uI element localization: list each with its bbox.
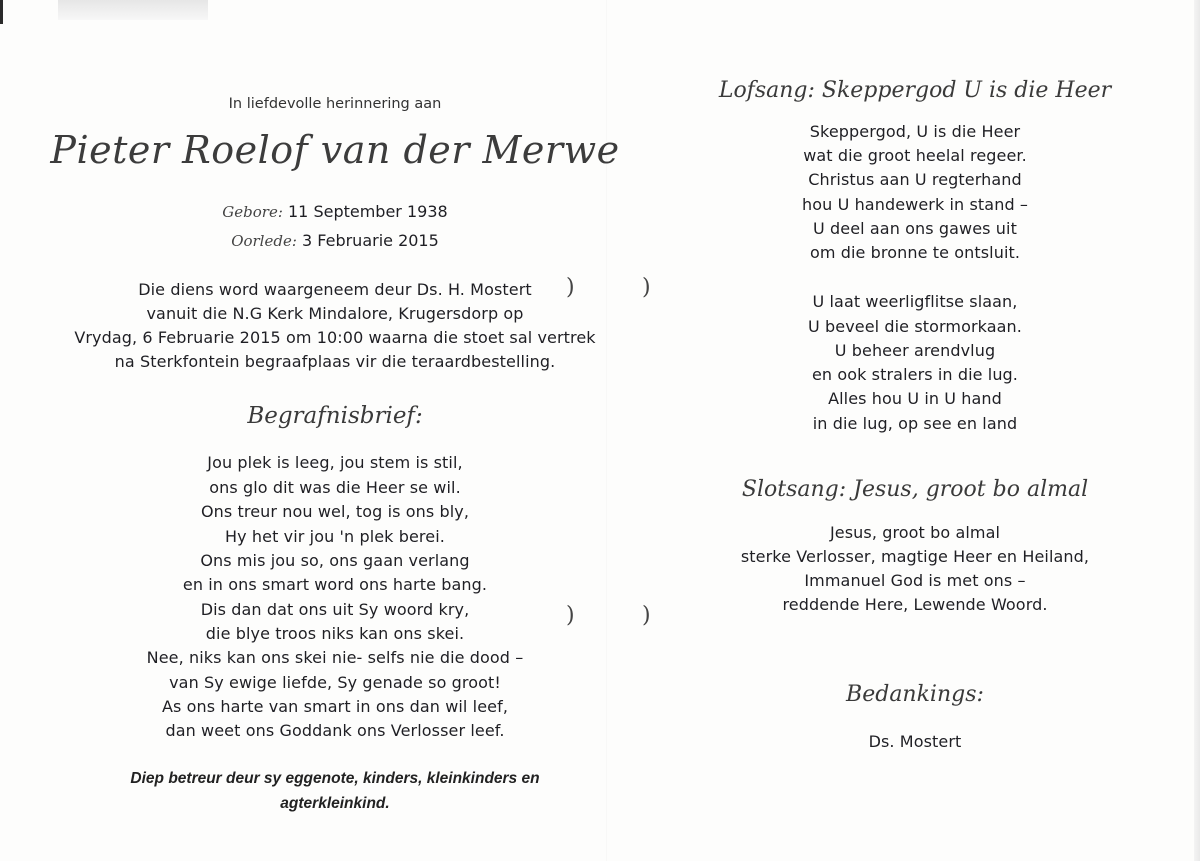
hymn1-line: wat die groot heelal regeer.	[803, 146, 1027, 165]
hymn1-line: Christus aan U regterhand	[808, 170, 1022, 189]
died-label: Oorlede	[231, 232, 292, 250]
hymn1-heading: Lofsang: Skeppergod U is die Heer	[718, 78, 1112, 103]
deceased-name: Pieter Roelof van der Merwe	[50, 128, 620, 172]
letter-line: Jou plek is leeg, jou stem is stil,	[207, 453, 463, 472]
letter-heading: Begrafnisbrief:	[247, 403, 423, 429]
letter-line: Ons mis jou so, ons gaan verlang	[200, 551, 470, 570]
scan-right-edge	[1194, 0, 1200, 861]
died-date: 3 Februarie 2015	[302, 231, 439, 250]
hymn1-line: U beheer arendvlug	[834, 341, 996, 360]
letter-line: ons glo dit was die Heer se wil.	[209, 478, 461, 497]
hymn2-line: Immanuel God is met ons –	[804, 571, 1026, 590]
hymn1-line: hou U handewerk in stand –	[802, 195, 1028, 214]
hymn1-line: U deel aan ons gawes uit	[813, 219, 1017, 238]
scan-edge-mark	[0, 0, 3, 24]
died-line: Oorlede: 3 Februarie 2015	[231, 231, 439, 250]
letter-line: As ons harte van smart in ons dan wil leef,	[161, 697, 509, 716]
born-line: Gebore: 11 September 1938	[222, 202, 448, 221]
hymn2-heading: Slotsang: Jesus, groot bo almal	[741, 477, 1089, 502]
memorial-right-panel	[700, 0, 1130, 861]
mourned-by-line: agterkleinkind.	[280, 795, 390, 812]
hymn1-line: U laat weerligflitse slaan,	[812, 292, 1018, 311]
born-label: Gebore	[222, 203, 278, 221]
hymn1-line: in die lug, op see en land	[812, 414, 1018, 433]
service-line: Vrydag, 6 Februarie 2015 om 10:00 waarna die stoet sal vertrek	[74, 328, 596, 347]
hymn2-line: Jesus, groot bo almal	[829, 523, 1001, 542]
punch-hole-mark: )	[566, 603, 575, 628]
hymn1-line: om die bronne te ontsluit.	[809, 243, 1021, 262]
letter-line: Nee, niks kan ons skei nie- selfs nie die dood –	[146, 648, 524, 667]
letter-line: Dis dan dat ons uit Sy woord kry,	[200, 600, 470, 619]
hymn1-line: U beveel die stormorkaan.	[808, 317, 1022, 336]
letter-line: van Sy ewige liefde, Sy genade so groot!	[169, 673, 501, 692]
letter-line: dan weet ons Goddank ons Verlosser leef.	[165, 721, 505, 740]
thanks-name: Ds. Mostert	[868, 732, 962, 751]
mourned-by-line: Diep betreur deur sy eggenote, kinders, kleinkinders en	[130, 770, 540, 787]
hymn1-line: Skeppergod, U is die Heer	[809, 122, 1021, 141]
hymn1-line: Alles hou U in U hand	[828, 389, 1002, 408]
letter-line: Ons treur nou wel, tog is ons bly,	[200, 502, 470, 521]
intro-text: In liefdevolle herinnering aan	[228, 96, 442, 112]
thanks-heading: Bedankings:	[846, 682, 984, 707]
born-date: 11 September 1938	[288, 202, 448, 221]
hymn2-line: sterke Verlosser, magtige Heer en Heiland,	[740, 547, 1090, 566]
service-line: Die diens word waargeneem deur Ds. H. Mostert	[138, 280, 532, 299]
letter-line: en in ons smart word ons harte bang.	[182, 575, 488, 594]
letter-line: Hy het vir jou 'n plek berei.	[225, 527, 445, 546]
punch-hole-mark: )	[642, 603, 651, 628]
letter-line: die blye troos niks kan ons skei.	[205, 624, 465, 643]
punch-hole-mark: )	[642, 275, 651, 300]
hymn1-line: en ook stralers in die lug.	[811, 365, 1018, 384]
punch-hole-mark: )	[566, 275, 575, 300]
memorial-left-panel	[30, 0, 640, 861]
service-line: na Sterkfontein begraafplaas vir die teraardbestelling.	[114, 352, 556, 371]
hymn2-line: reddende Here, Lewende Woord.	[782, 595, 1048, 614]
service-line: vanuit die N.G Kerk Mindalore, Krugersdorp op	[146, 304, 524, 323]
